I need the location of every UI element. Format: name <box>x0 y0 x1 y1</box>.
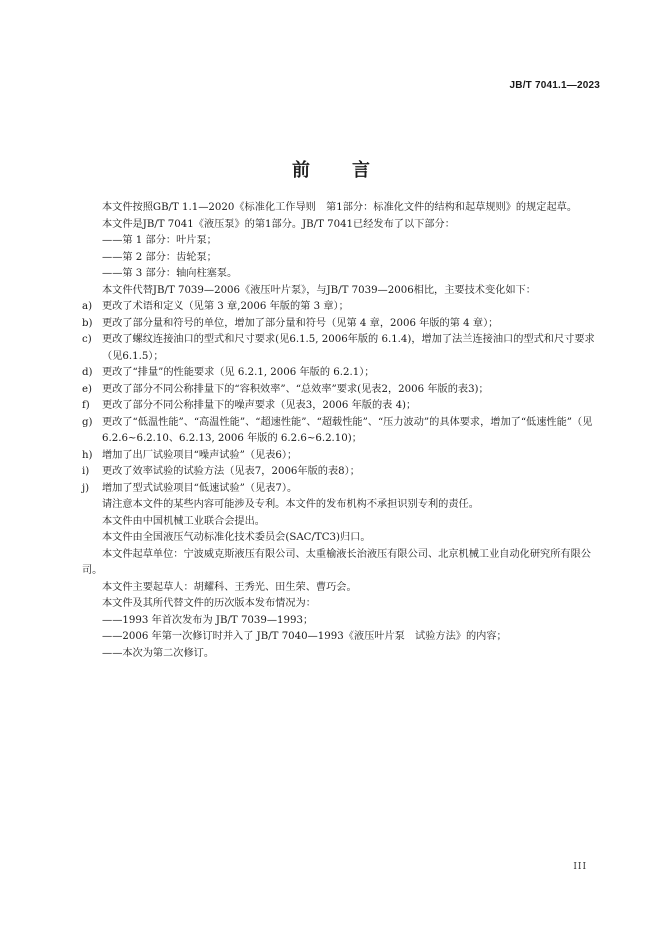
change-list-item <box>82 464 602 481</box>
paragraph: 本文件及其所代替文件的历次版本发布情况为： <box>102 598 316 609</box>
list-item-text: 更改了部分不同公称排量下的“容积效率”、“总效率”要求(见表2，2006 年版的表3)； <box>102 383 489 395</box>
list-item-label: i) <box>82 466 90 477</box>
list-item-text: 更改了部分不同公称排量下的噪声要求（见表3，2006 年版的表 4)； <box>102 400 417 411</box>
dash-list-item: ——2006 年第一次修订时并入了 JB/T 7040—1993《液压叶片泵 试验方法》的内容； <box>102 631 507 642</box>
dash-list-item: ——本次为第二次修订。 <box>102 647 215 659</box>
list-item-label: j) <box>82 482 90 494</box>
change-list-item <box>82 382 602 399</box>
paragraph: 本文件起草单位：宁波威克斯液压有限公司、太重榆液长治液压有限公司、北京机械工业自动化研究所有限公司。 <box>82 548 591 576</box>
dash-list-item: ——第 3 部分：轴向柱塞泵。 <box>102 268 238 279</box>
list-item-text: 增加了出厂试验项目“噪声试验”（见表6）； <box>102 449 298 461</box>
list-item-text: 更改了效率试验的试验方法（见表7，2006年版的表8）； <box>102 466 360 477</box>
change-list-item <box>82 365 602 382</box>
change-list-item <box>82 299 602 316</box>
paragraph: 本文件由全国液压气动标准化技术委员会(SAC/TC3)归口。 <box>102 532 371 543</box>
list-item-label: a) <box>82 301 93 312</box>
paragraph: 本文件是JB/T 7041《液压泵》的第1部分。JB/T 7041已经发布了以下部分： <box>102 218 455 230</box>
change-list-item <box>82 398 602 415</box>
list-item-text: 更改了术语和定义（见第 3 章,2006 年版的第 3 章）； <box>102 301 349 312</box>
list-item-text: 增加了型式试验项目“低速试验”（见表7）。 <box>102 482 298 494</box>
change-list-item <box>82 415 602 448</box>
list-item-label: h) <box>82 449 93 461</box>
list-item-label: g) <box>82 416 93 428</box>
page-title: 前言 <box>292 160 412 181</box>
paragraph: 本文件主要起草人：胡耀科、王秀光、田生荣、曹巧会。 <box>102 581 357 593</box>
paragraph: 请注意本文件的某些内容可能涉及专利。本文件的发布机构不承担识别专利的责任。 <box>102 499 479 510</box>
list-item-label: c) <box>82 334 92 345</box>
change-list-item <box>82 316 602 333</box>
dash-list-item: ——第 1 部分：叶片泵； <box>102 235 217 246</box>
list-item-text: 更改了螺纹连接油口的型式和尺寸要求(见6.1.5, 2006年版的 6.1.4)，增加了法兰连接油口的型式和尺寸要求（见6.1.5）； <box>102 334 595 362</box>
standard-code: JB/T 7041.1—2023 <box>509 80 600 91</box>
change-list-item <box>82 481 602 498</box>
list-item-label: d) <box>82 367 93 378</box>
dash-list-item: ——第 2 部分：齿轮泵； <box>102 251 217 263</box>
list-item-label: e) <box>82 383 93 395</box>
change-list-item <box>82 448 602 465</box>
document-body <box>82 200 602 662</box>
paragraph: 本文件由中国机械工业联合会提出。 <box>102 515 265 527</box>
list-item-label: b) <box>82 317 93 329</box>
change-list-item <box>82 332 602 365</box>
page-number: III <box>573 862 587 872</box>
list-item-text: 更改了“排量”的性能要求（见 6.2.1, 2006 年版的 6.2.1）； <box>102 367 375 378</box>
list-item-text: 更改了“低温性能”、“高温性能”、“超速性能”、“超载性能”、“压力波动”的具体要求，增加了“低速性能”（见6.2.6~6.2.10、6.2.13, 2006 年版的 6.2.6~6.2.10)； <box>102 416 593 444</box>
list-item-text: 更改了部分量和符号的单位，增加了部分量和符号（见第 4 章，2006 年版的第 4 章）； <box>102 317 499 329</box>
paragraph: 本文件代替JB/T 7039—2006《液压叶片泵》，与JB/T 7039—2006相比，主要技术变化如下： <box>102 284 536 296</box>
dash-list-item: ——1993 年首次发布为 JB/T 7039—1993； <box>102 614 314 626</box>
paragraph: 本文件按照GB/T 1.1—2020《标准化工作导则 第1部分：标准化文件的结构和起草规则》的规定起草。 <box>102 202 578 213</box>
list-item-label: f) <box>82 400 90 411</box>
